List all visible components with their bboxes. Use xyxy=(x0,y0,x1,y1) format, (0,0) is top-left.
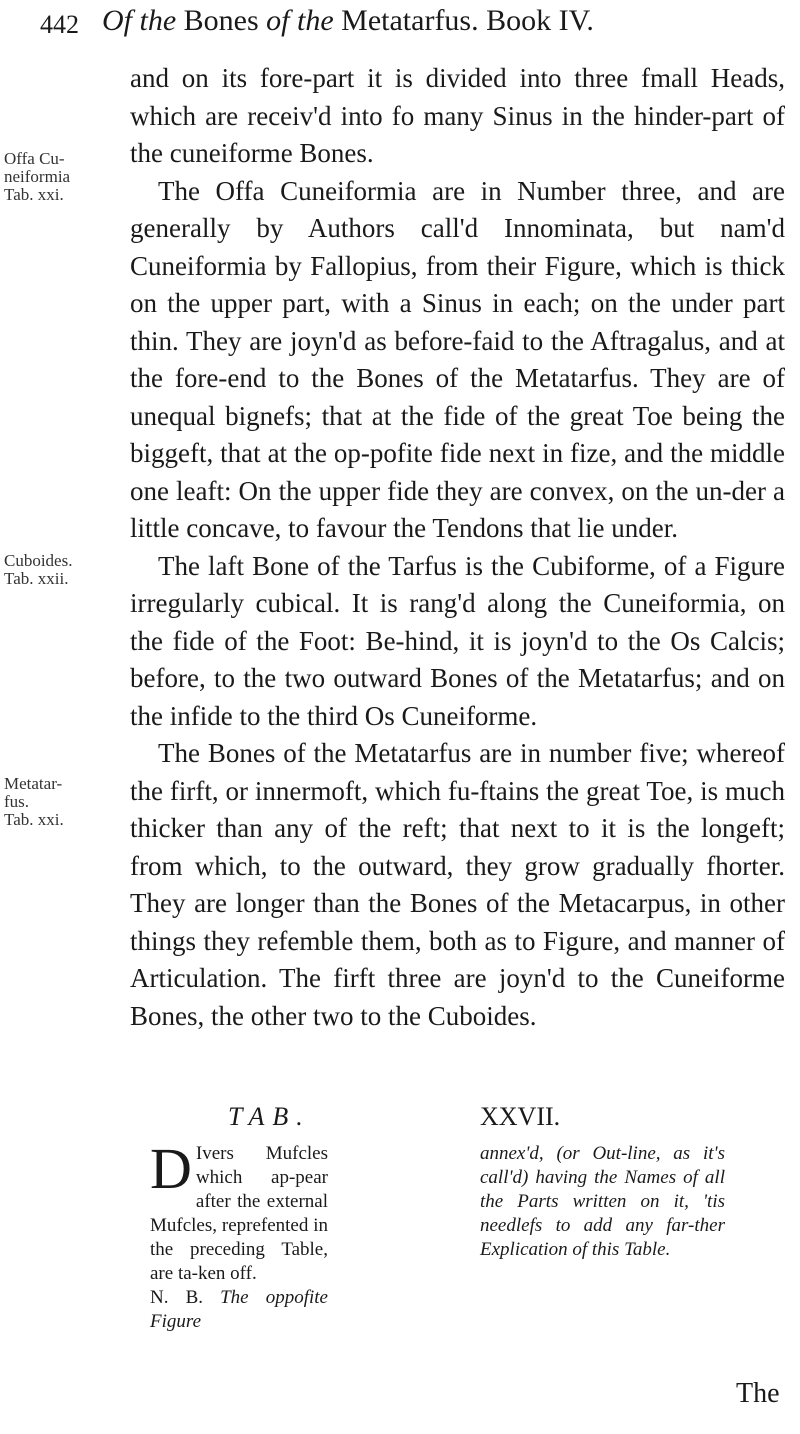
margin-line: fus. xyxy=(4,792,30,811)
margin-line: Tab. xxii. xyxy=(4,569,69,588)
right-column xyxy=(480,1142,725,1262)
margin-note-metatarfus xyxy=(4,775,124,829)
title-of: of the xyxy=(266,4,334,37)
margin-note-cuboides xyxy=(4,552,124,588)
catchword: The xyxy=(736,1378,780,1409)
paragraph: The Bones of the Metatarfus are in number five; whereof the firft, or innermoft, which fu-ftains the great Toe, is much thicker than any of the reft; that next to it is the longeft; from which, to the outward, they grow gradually fhorter. They are longer than the Bones of the Metacarpus, in other things they refemble them, both as to Figure, and manner of Articulation. The firft three are joyn'd to the Cuneiforme Bones, the other two to the Cuboides. xyxy=(130,738,785,1031)
left-column-body: Ivers Mufcles which ap-pear after the external Mufcles, reprefented in the preceding Table, are ta-ken off. xyxy=(150,1143,328,1284)
margin-line: neiformia xyxy=(4,167,71,186)
nota-bene xyxy=(150,1286,328,1334)
paragraph: The laft Bone of the Tarfus is the Cubiforme, of a Figure irregularly cubical. It is rang'd along the Cuneiformia, on the fide of the Foot: Be-hind, it is joyn'd to the Os Calcis; before, to the two outward Bones of the Metatarfus; and on the infide to the third Os Cuneiforme. xyxy=(130,550,785,731)
margin-line: Cuboides. xyxy=(4,551,73,570)
margin-line: Offa Cu- xyxy=(4,149,65,168)
table-heading-right: XXVII. xyxy=(480,1102,561,1131)
running-title xyxy=(102,4,594,38)
title-rest: Metatarfus. Book IV. xyxy=(341,4,594,37)
nb-label: N. B. xyxy=(150,1287,203,1308)
main-text xyxy=(130,60,785,1035)
margin-note-cuneiformia xyxy=(4,150,124,204)
title-word: Bones xyxy=(183,4,259,37)
title-prefix: Of the xyxy=(102,4,177,37)
paragraph: and on its fore-part it is divided into three fmall Heads, which are receiv'd into fo many Sinus in the hinder-part of the cuneiforme Bones. xyxy=(130,63,785,168)
page-number: 442 xyxy=(40,10,79,39)
margin-line: Metatar- xyxy=(4,774,63,793)
drop-capital: D xyxy=(150,1136,192,1201)
margin-line: Tab. xxi. xyxy=(4,185,64,204)
table-heading-left: TAB. xyxy=(228,1102,311,1131)
left-column-text xyxy=(150,1136,328,1286)
nb-text: The oppofite Figure xyxy=(150,1287,328,1332)
left-column xyxy=(150,1136,328,1334)
paragraph: The Offa Cuneiformia are in Number three, and are generally by Authors call'd Innominata, but nam'd Cuneiformia by Fallopius, from their Figure, which is thick on the upper part, with a Sinus in each; on the under part thin. They are joyn'd as before-faid to the Aftragalus, and at the fore-end to the Bones of the Metatarfus. They are of unequal bignefs; that at the fide of the great Toe being the biggeft, that at the op-pofite fide next in fize, and the middle one leaft: On the upper fide they are convex, on the un-der a little concave, to favour the Tendons that lie under. xyxy=(130,175,785,543)
margin-line: Tab. xxi. xyxy=(4,810,64,829)
right-column-body: annex'd, (or Out-line, as it's call'd) having the Names of all the Parts written on it, 'tis needlefs to add any far-ther Explication of this Table. xyxy=(480,1143,725,1260)
